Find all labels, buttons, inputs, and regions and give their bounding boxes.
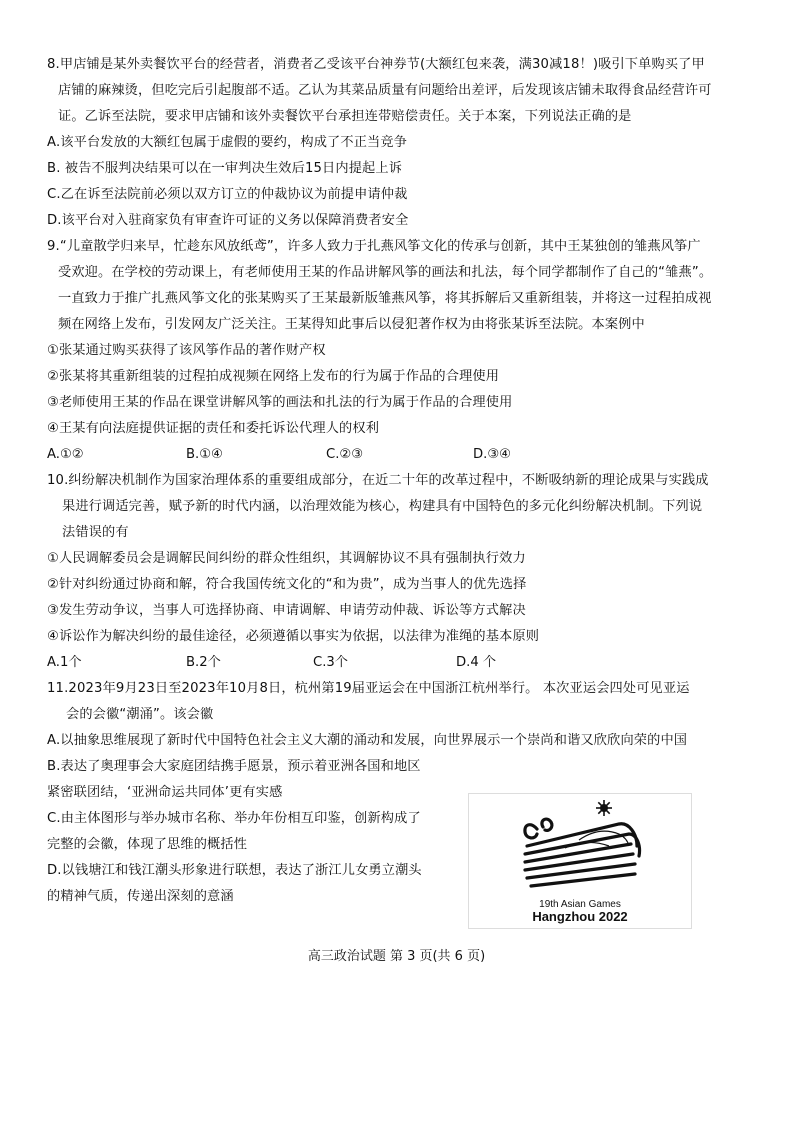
q11-option-d-line-1: D.以钱塘江和钱江潮头形象进行联想，表达了浙江儿女勇立潮头 [47, 863, 422, 878]
page-footer: 高三政治试题 第 3 页(共 6 页) [307, 949, 486, 964]
q11-option-a: A.以抽象思维展现了新时代中国特色社会主义大潮的涌动和发展，向世界展示一个崇尚和谐又欣欣向荣的中国 [47, 733, 688, 748]
chaoyong-emblem-icon [469, 794, 691, 928]
emblem-games-name: 19th Asian Games [539, 899, 621, 910]
q9-stem-line-4: 频在网络上发布，引发网友广泛关注。王某得知此事后以侵犯著作权为由将张某诉至法院。本案例中 [58, 317, 645, 332]
q9-choice-c: C.②③ [326, 447, 364, 462]
q10-item-2: ②针对纠纷通过协商和解，符合我国传统文化的“和为贵”，成为当事人的优先选择 [47, 577, 527, 592]
q9-choice-b: B.①④ [186, 447, 223, 462]
q9-item-4: ④王某有向法庭提供证据的责任和委托诉讼代理人的权利 [47, 421, 380, 436]
q9-choice-d: D.③④ [473, 447, 511, 462]
q10-choice-d: D.4 个 [456, 655, 497, 670]
q10-choice-c: C.3个 [313, 655, 348, 670]
q11-option-b-line-1: B.表达了奥理事会大家庭团结携手愿景，预示着亚洲各国和地区 [47, 759, 421, 774]
q10-stem-line-3: 法错误的有 [62, 525, 129, 540]
q8-stem-line-3: 证。乙诉至法院，要求甲店铺和该外卖餐饮平台承担连带赔偿责任。关于本案，下列说法正确的是 [58, 109, 632, 124]
q8-option-b: B. 被告不服判决结果可以在一审判决生效后15日内提起上诉 [47, 161, 403, 176]
q9-item-2: ②张某将其重新组装的过程拍成视频在网络上发布的行为属于作品的合理使用 [47, 369, 500, 384]
q10-stem-line-2: 果进行调适完善，赋予新的时代内涵，以治理效能为核心，构建具有中国特色的多元化纠纷解决机制。下列说 [62, 499, 703, 514]
q10-item-1: ①人民调解委员会是调解民间纠纷的群众性组织，其调解协议不具有强制执行效力 [47, 551, 526, 566]
q10-stem-line-1: 10.纠纷解决机制作为国家治理体系的重要组成部分，在近二十年的改革过程中，不断吸纳新的理论成果与实践成 [47, 473, 709, 488]
q8-option-d: D.该平台对入驻商家负有审查许可证的义务以保障消费者安全 [47, 213, 409, 228]
asian-games-emblem-image [468, 793, 692, 929]
q9-stem-line-2: 受欢迎。在学校的劳动课上，有老师使用王某的作品讲解风筝的画法和扎法，每个同学都制作了自己的“雏燕”。 [58, 265, 713, 280]
q9-stem-line-3: 一直致力于推广扎燕风筝文化的张某购买了王某最新版雏燕风筝，将其拆解后又重新组装，并将这一过程拍成视 [58, 291, 712, 306]
q10-item-4: ④诉讼作为解决纠纷的最佳途径，必须遵循以事实为依据，以法律为准绳的基本原则 [47, 629, 540, 644]
q11-stem-line-2: 会的会徽“潮涌”。该会徽 [66, 707, 214, 722]
q10-choice-a: A.1个 [47, 655, 82, 670]
q8-stem-line-2: 店铺的麻辣烫，但吃完后引起腹部不适。乙认为其菜品质量有问题给出差评，后发现该店铺未取得食品经营许可 [58, 83, 712, 98]
q8-option-a: A.该平台发放的大额红包属于虚假的要约，构成了不正当竞争 [47, 135, 408, 150]
q11-option-c-line-1: C.由主体图形与举办城市名称、举办年份相互印鉴，创新构成了 [47, 811, 421, 826]
q11-option-b-line-2: 紧密联团结，‘亚洲命运共同体’更有实感 [47, 785, 283, 800]
q9-item-1: ①张某通过购买获得了该风筝作品的著作财产权 [47, 343, 326, 358]
q10-item-3: ③发生劳动争议，当事人可选择协商、申请调解、申请劳动仲裁、诉讼等方式解决 [47, 603, 526, 618]
emblem-city-year: Hangzhou 2022 [532, 909, 628, 924]
q10-choice-b: B.2个 [186, 655, 221, 670]
q11-option-c-line-2: 完整的会徽，体现了思维的概括性 [47, 837, 248, 852]
q11-stem-line-1: 11.2023年9月23日至2023年10月8日，杭州第19届亚运会在中国浙江杭州举行。 本次亚运会四处可见亚运 [47, 681, 690, 696]
q9-stem-line-1: 9.“儿童散学归来早，忙趁东风放纸鸢”，许多人致力于扎燕风筝文化的传承与创新，其中王某独创的雏燕风筝广 [47, 239, 701, 254]
q11-option-d-line-2: 的精神气质，传递出深刻的意涵 [47, 889, 234, 904]
q9-item-3: ③老师使用王某的作品在课堂讲解风筝的画法和扎法的行为属于作品的合理使用 [47, 395, 513, 410]
q8-option-c: C.乙在诉至法院前必须以双方订立的仲裁协议为前提申请仲裁 [47, 187, 408, 202]
q8-stem-line-1: 8.甲店铺是某外卖餐饮平台的经营者，消费者乙受该平台神券节(大额红包来袭，满30减18！)吸引下单购买了甲 [47, 57, 705, 72]
q9-choice-a: A.①② [47, 447, 84, 462]
